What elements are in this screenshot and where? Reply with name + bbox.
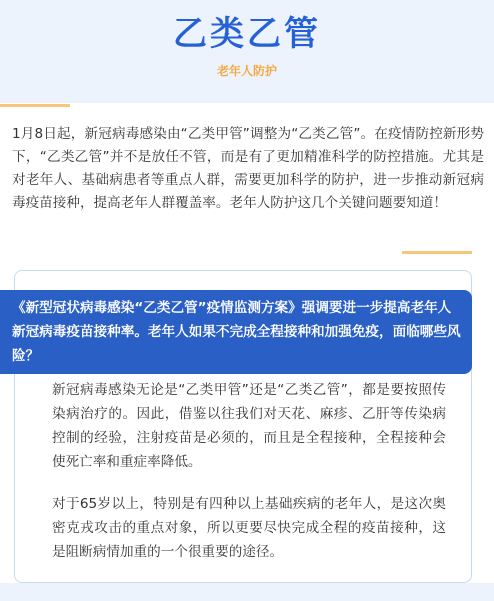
accent-line-top-left: [0, 104, 70, 107]
bottom-banner: [0, 583, 494, 601]
page-title: 乙类乙管: [173, 14, 321, 54]
answer-paragraph-2: 对于65岁以上，特别是有四种以上基础疾病的老年人，是这次奥密克戎攻击的重点对象，所以更要尽快完成全程的疫苗接种，这是阻断病情加重的一个很重要的途径。: [52, 496, 446, 560]
page-subtitle: 老年人防护: [216, 64, 277, 78]
header-banner: [0, 0, 494, 103]
accent-line-right: [402, 251, 472, 254]
intro-paragraph: 1月8日起，新冠病毒感染由“乙类甲管”调整为“乙类乙管”。在疫情防控新形势下，“乙类乙管”并不是放任不管，而是有了更加精准科学的防控措施。尤其是对老年人、基础病患者等重点人群，需要更加科学的防护，进一步推动新冠病毒疫苗接种，提高老年人群覆盖率。老年人防护这几个关键问题要知道！: [12, 126, 484, 211]
answer-paragraph-1: 新冠病毒感染无论是“乙类甲管”还是“乙类乙管”，都是要按照传染病治疗的。因此，借鉴以往我们对天花、麻疹、乙肝等传染病控制的经验，注射疫苗是必须的，而且是全程接种，全程接种会使死亡率和重症率降低。: [52, 382, 446, 470]
question-banner: 《新型冠状病毒感染“乙类乙管”疫情监测方案》强调要进一步提高老年人新冠病毒疫苗接种率。老年人如果不完成全程接种和加强免疫，面临哪些风险？: [0, 290, 472, 374]
